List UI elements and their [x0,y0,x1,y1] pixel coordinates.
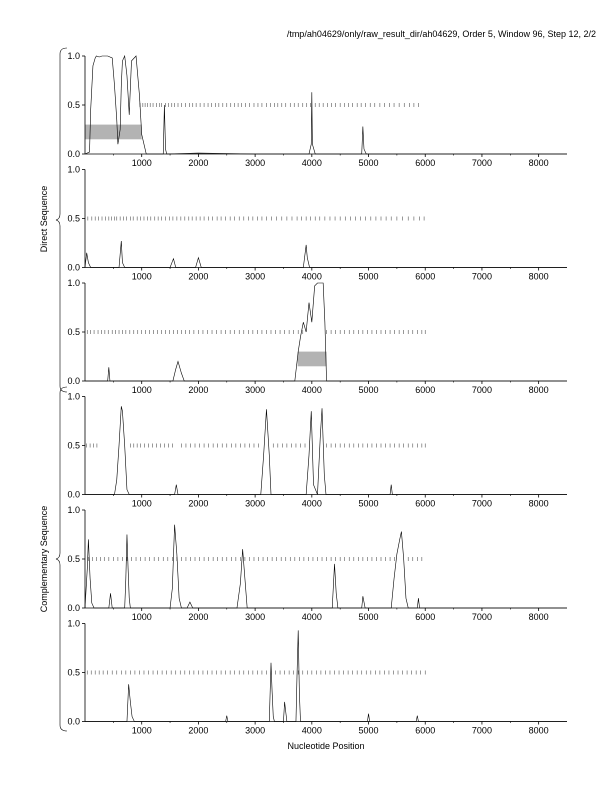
x-tick-label: 6000 [415,158,436,168]
x-tick-label: 8000 [528,385,549,395]
complementary-sequence-label: Complementary Sequence [39,505,49,613]
x-tick-label: 3000 [245,612,266,622]
x-tick-label: 5000 [358,725,379,736]
x-tick-label: 7000 [471,385,492,395]
x-tick-label: 3000 [245,158,266,168]
y-tick-label: 0.5 [67,440,80,451]
x-tick-label: 3000 [245,498,266,509]
orf-block [298,352,327,367]
x-tick-label: 6000 [415,498,436,509]
x-tick-label: 8000 [528,271,549,282]
coding-curve [85,630,567,721]
x-tick-label: 2000 [188,498,209,509]
x-tick-label: 1000 [131,612,152,622]
x-tick-label: 8000 [528,498,549,509]
x-tick-label: 7000 [471,158,492,168]
y-tick-label: 0.0 [67,716,80,727]
y-tick-label: 1.0 [67,164,80,175]
y-tick-label: 0.5 [67,100,80,110]
x-tick-label: 8000 [528,725,549,736]
x-tick-label: 1000 [131,385,152,395]
x-tick-label: 3000 [245,271,266,282]
x-tick-label: 4000 [301,385,322,395]
coding-curve [85,241,567,267]
x-tick-label: 5000 [358,385,379,395]
x-tick-label: 5000 [358,271,379,282]
panel-2 [67,165,567,282]
panel-3 [67,278,567,395]
x-tick-label: 1000 [131,498,152,509]
x-tick-label: 5000 [358,498,379,509]
x-tick-label: 8000 [528,158,549,168]
x-tick-label: 2000 [188,271,209,282]
x-tick-label: 4000 [301,612,322,622]
y-tick-label: 0.5 [67,554,80,564]
y-tick-label: 0.0 [67,149,80,159]
panel-5 [67,505,567,622]
y-tick-label: 0.5 [67,327,80,337]
x-tick-label: 4000 [301,158,322,168]
x-tick-label: 7000 [471,725,492,736]
coding-curve [85,56,567,154]
x-tick-label: 6000 [415,725,436,736]
x-tick-label: 5000 [358,158,379,168]
complementary-sequence-brace [56,387,67,731]
x-tick-label: 2000 [188,725,209,736]
panels [67,51,567,736]
x-tick-label: 1000 [131,725,152,736]
x-tick-label: 6000 [415,271,436,282]
coding-curve [85,406,567,494]
x-tick-label: 5000 [358,612,379,622]
y-tick-label: 0.5 [67,667,80,678]
panel-6 [67,619,567,736]
x-tick-label: 2000 [188,612,209,622]
direct-sequence-brace [56,48,67,392]
y-tick-label: 0.0 [67,489,80,500]
y-tick-label: 0.0 [67,603,80,613]
direct-sequence-label: Direct Sequence [39,185,49,253]
x-tick-label: 4000 [301,725,322,736]
y-tick-label: 0.0 [67,262,80,273]
figure-title: /tmp/ah04629/only/raw_result_dir/ah04629, Order 5, Window 96, Step 12, 2/2 [286,29,596,39]
orf-block [85,125,142,140]
x-tick-label: 1000 [131,271,152,282]
x-tick-label: 3000 [245,385,266,395]
x-tick-label: 8000 [528,612,549,622]
x-tick-label: 4000 [301,498,322,509]
x-tick-label: 2000 [188,158,209,168]
panel-4 [67,392,567,509]
y-tick-label: 1.0 [67,391,80,402]
y-tick-label: 1.0 [67,51,80,61]
coding-curve [85,525,567,608]
x-tick-label: 7000 [471,498,492,509]
x-tick-label: 3000 [245,725,266,736]
y-tick-label: 0.0 [67,376,80,386]
x-tick-label: 7000 [471,612,492,622]
x-tick-label: 4000 [301,271,322,282]
x-tick-label: 6000 [415,385,436,395]
x-tick-label: 6000 [415,612,436,622]
y-tick-label: 1.0 [67,505,80,515]
y-tick-label: 1.0 [67,278,80,288]
y-tick-label: 0.5 [67,213,80,224]
x-tick-label: 1000 [131,158,152,168]
x-tick-label: 2000 [188,385,209,395]
x-tick-label: 7000 [471,271,492,282]
y-tick-label: 1.0 [67,618,80,629]
panel-1 [67,51,567,168]
x-axis-label: Nucleotide Position [287,741,365,751]
